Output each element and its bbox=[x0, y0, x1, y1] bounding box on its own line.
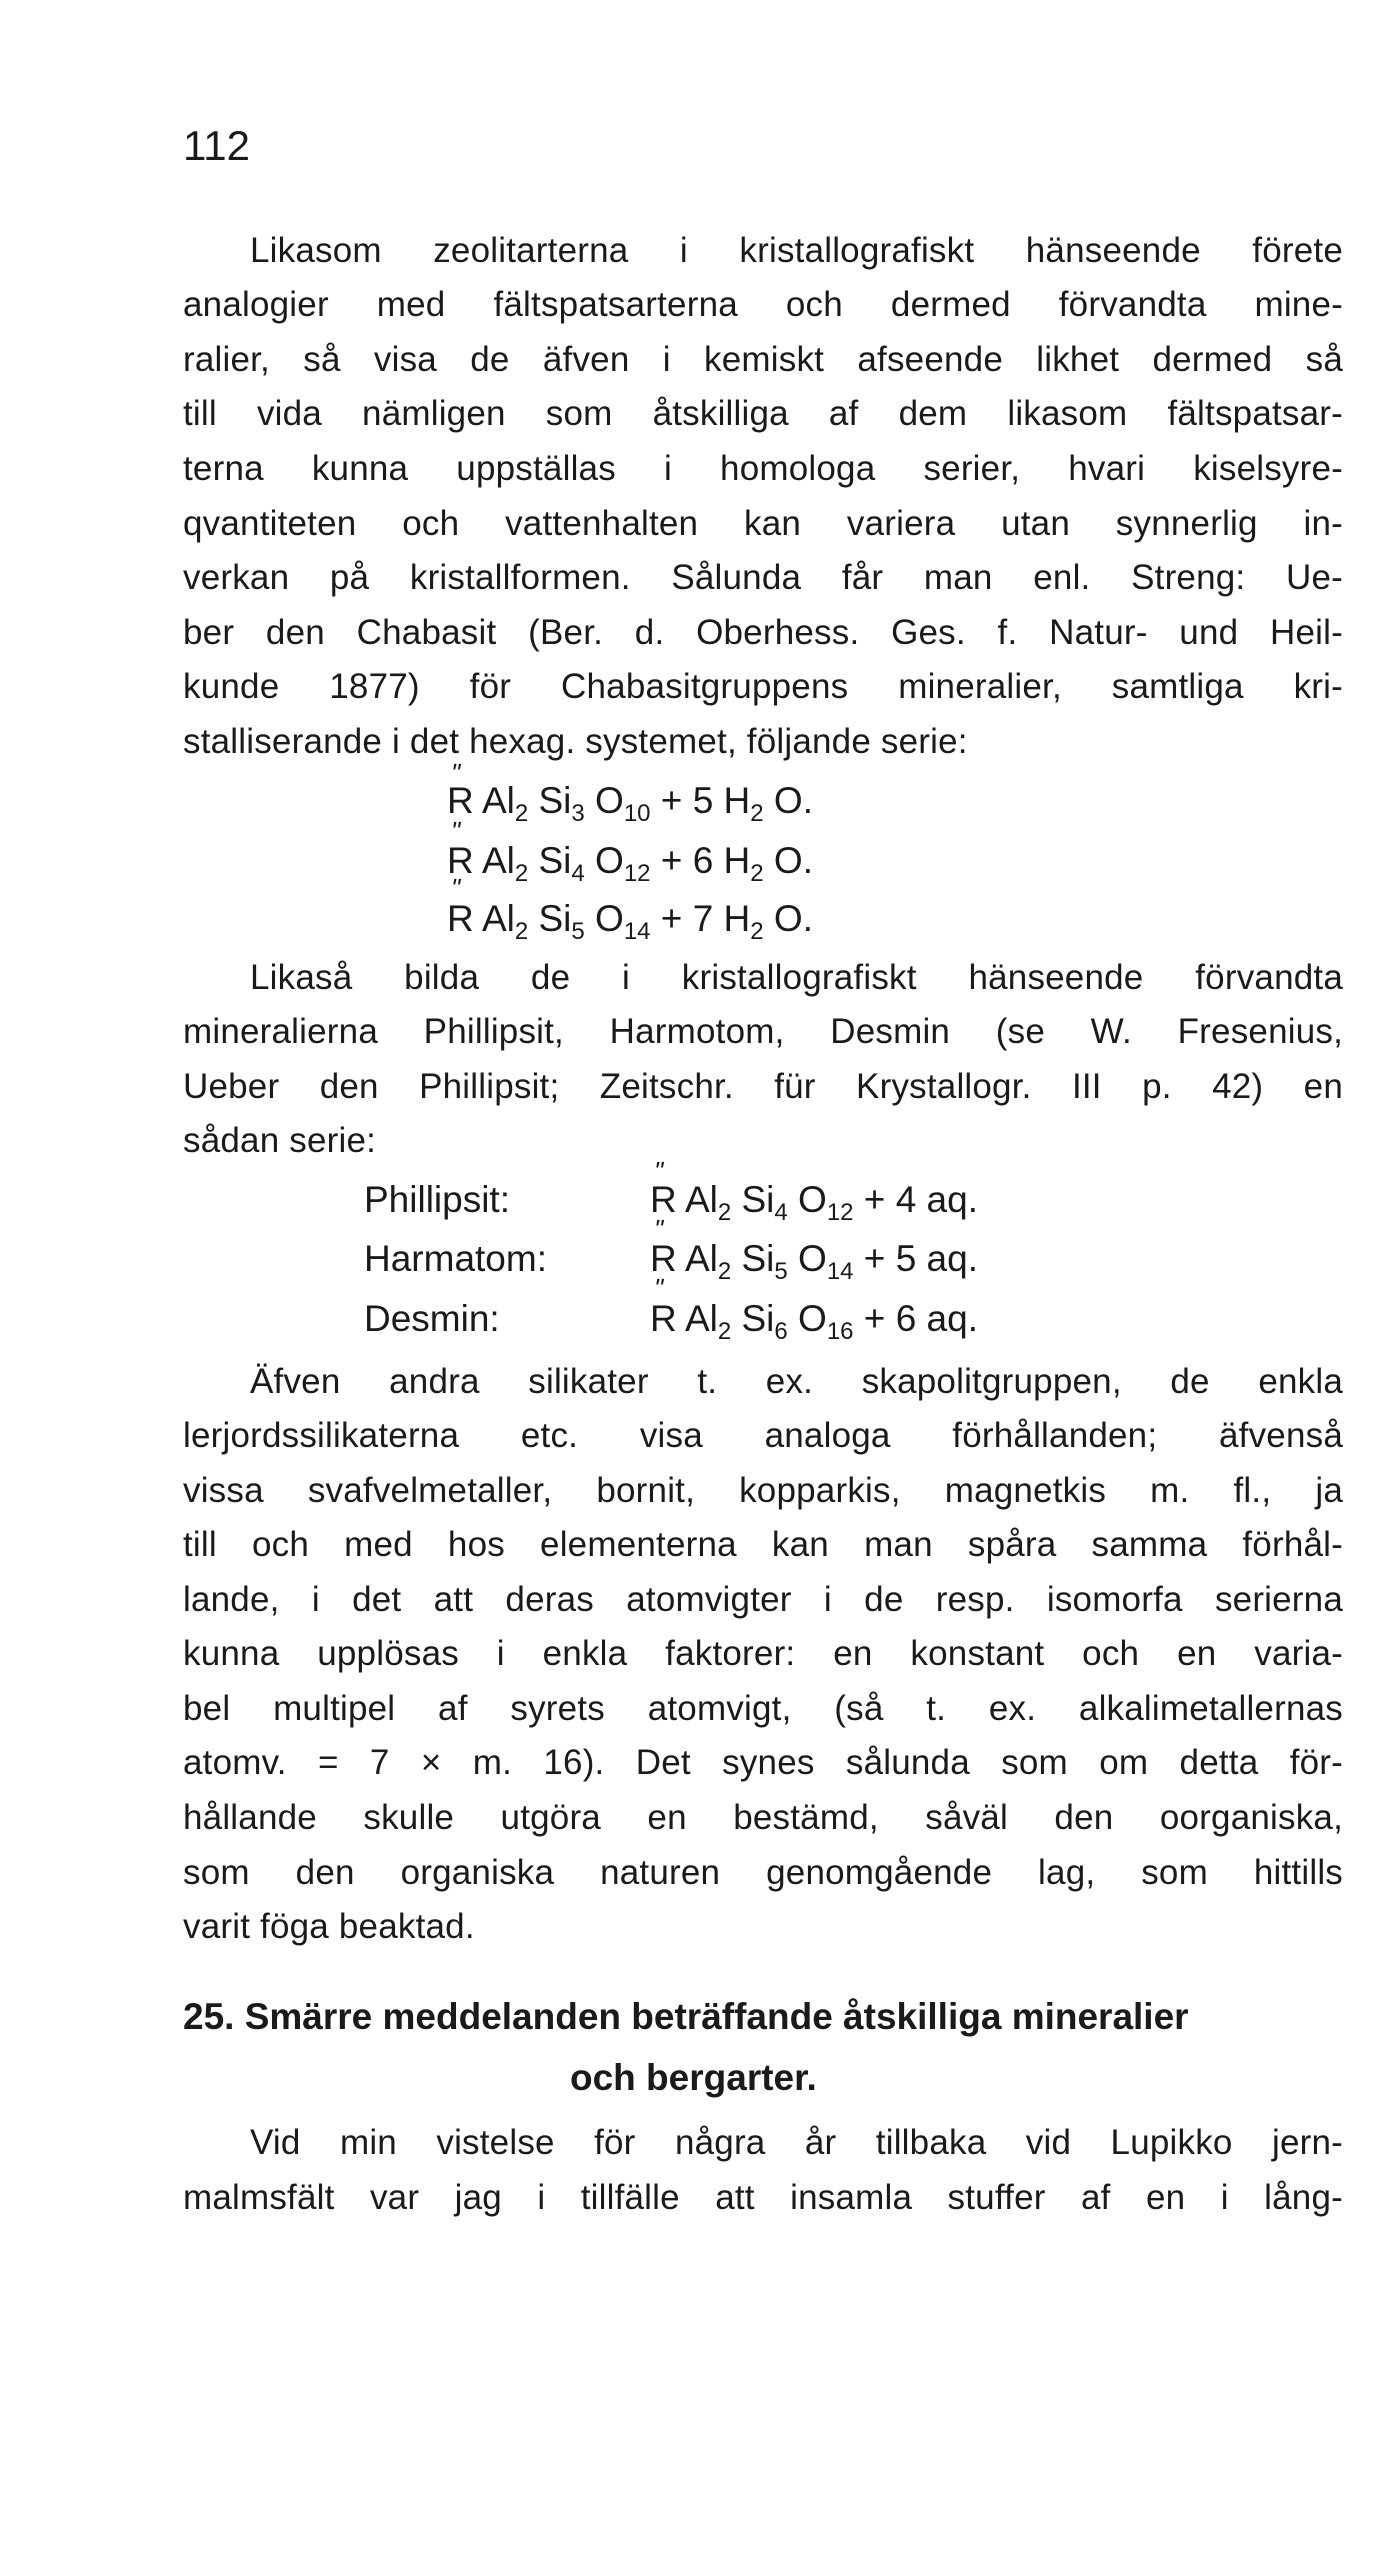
text-line: verkan på kristallformen. Sålunda får man enl. Streng: Ue- bbox=[183, 558, 1343, 597]
double-prime-mark: ʺ bbox=[451, 758, 461, 788]
text-line: Likaså bilda de i kristallografiskt hänseende förvandta bbox=[250, 958, 1343, 997]
text-line: Likasom zeolitarterna i kristallografiskt hänseende förete bbox=[250, 231, 1343, 270]
text-line: till och med hos elementerna kan man spåra samma förhål- bbox=[183, 1525, 1343, 1564]
text-line: lande, i det att deras atomvigter i de resp. isomorfa serierna bbox=[183, 1580, 1343, 1619]
text-line: till vida nämligen som åtskilliga af dem likasom fältspatsar- bbox=[183, 394, 1343, 433]
text-line: vissa svafvelmetaller, bornit, kopparkis, magnetkis m. fl., ja bbox=[183, 1471, 1343, 1510]
text-line: malmsfält var jag i tillfälle att insamla stuffer af en i lång- bbox=[183, 2178, 1343, 2217]
text-line: mineralierna Phillipsit, Harmotom, Desmin (se W. Fresenius, bbox=[183, 1012, 1343, 1051]
formula-line: R $Al_2$ $Si_3$ $O_{10} + 5$ $H_2$ O. bbox=[447, 780, 813, 827]
text-line: hållande skulle utgöra en bestämd, såväl den oorganiska, bbox=[183, 1798, 1343, 1837]
formula-line: Harmatom: R $Al_2$ $Si_5$ $O_{14} + 5$ aq. bbox=[364, 1238, 978, 1285]
text-line: lerjordssilikaterna etc. visa analoga förhållanden; äfvenså bbox=[183, 1416, 1343, 1455]
text-line: Ueber den Phillipsit; Zeitschr. für Krystallogr. III p. 42) en bbox=[183, 1067, 1343, 1106]
mineral-label: Harmatom: bbox=[364, 1238, 547, 1279]
text-line: qvantiteten och vattenhalten kan variera utan synnerlig in- bbox=[183, 504, 1343, 543]
text-line: analogier med fältspatsarterna och dermed förvandta mine- bbox=[183, 285, 1343, 324]
double-prime-mark: ʺ bbox=[451, 816, 461, 846]
text-line: Äfven andra silikater t. ex. skapolitgruppen, de enkla bbox=[250, 1362, 1343, 1401]
text-line: ber den Chabasit (Ber. d. Oberhess. Ges. f. Natur- und Heil- bbox=[183, 613, 1343, 652]
double-prime-mark: ʺ bbox=[654, 1273, 664, 1303]
formula-line: Desmin: R $Al_2$ $Si_6$ $O_{16} + 6$ aq. bbox=[364, 1298, 978, 1345]
formula-line: R $Al_2$ $Si_5$ $O_{14} + 7$ $H_2$ O. bbox=[447, 898, 813, 945]
text-line: bel multipel af syrets atomvigt, (så t. ex. alkalimetallernas bbox=[183, 1689, 1343, 1728]
text-line: ralier, så visa de äfven i kemiskt afseende likhet dermed så bbox=[183, 340, 1343, 379]
text-line: Vid min vistelse för några år tillbaka vid Lupikko jern- bbox=[250, 2123, 1343, 2162]
double-prime-mark: ʺ bbox=[654, 1214, 664, 1244]
mineral-label: Phillipsit: bbox=[364, 1179, 510, 1220]
mineral-label: Desmin: bbox=[364, 1298, 500, 1339]
text-line: stalliserande i det hexag. systemet, följande serie: bbox=[183, 722, 968, 761]
page-number: 112 bbox=[183, 122, 250, 169]
formula-line: R $Al_2$ $Si_4$ $O_{12} + 6$ $H_2$ O. bbox=[447, 840, 813, 887]
text-line: kunde 1877) för Chabasitgruppens mineralier, samtliga kri- bbox=[183, 667, 1343, 706]
double-prime-mark: ʺ bbox=[654, 1156, 664, 1186]
text-line: sådan serie: bbox=[183, 1121, 377, 1160]
text-line: varit föga beaktad. bbox=[183, 1907, 475, 1946]
text-line: kunna upplösas i enkla faktorer: en konstant och en varia- bbox=[183, 1634, 1343, 1673]
double-prime-mark: ʺ bbox=[451, 873, 461, 903]
heading-line: 25. Smärre meddelanden beträffande åtskilliga mineralier bbox=[183, 1996, 1189, 2037]
text-line: atomv. = 7 × m. 16). Det synes sålunda som om detta för- bbox=[183, 1743, 1343, 1782]
formula-line: Phillipsit: R $Al_2$ $Si_4$ $O_{12} + 4$ aq. bbox=[364, 1179, 978, 1226]
text-line: terna kunna uppställas i homologa serier, hvari kiselsyre- bbox=[183, 449, 1343, 488]
text-line: som den organiska naturen genomgående lag, som hittills bbox=[183, 1853, 1343, 1892]
heading-line: och bergarter. bbox=[570, 2057, 817, 2098]
